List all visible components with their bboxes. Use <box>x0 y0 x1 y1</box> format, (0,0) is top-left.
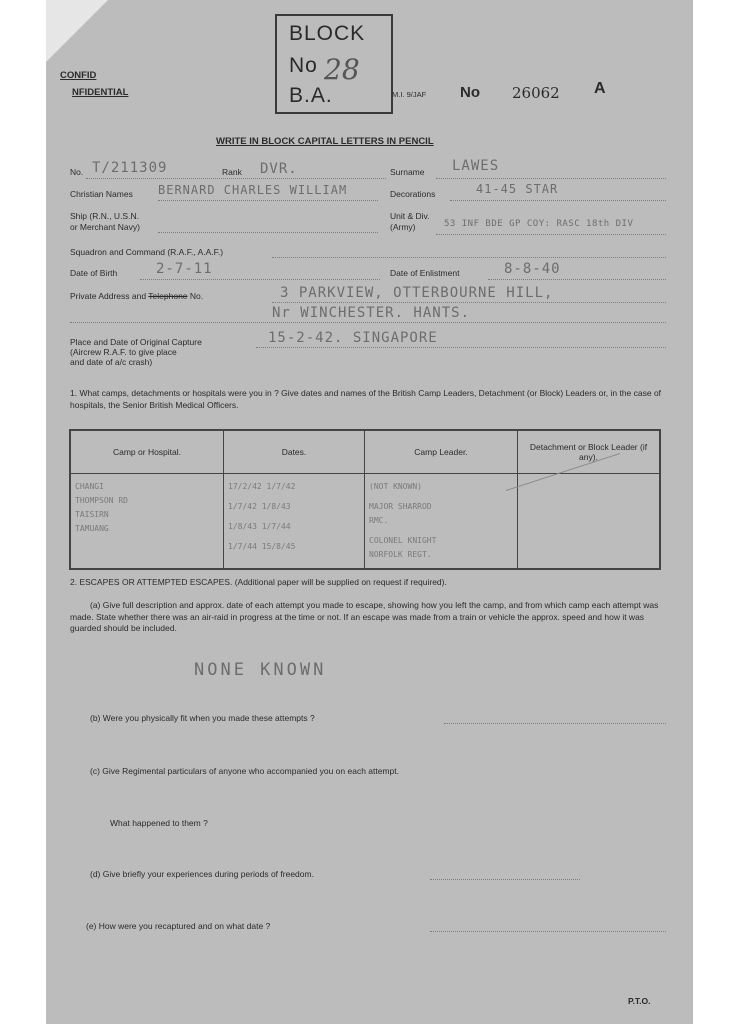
table-body-row <box>70 474 660 570</box>
date-entry: 1/7/42 1/8/43 <box>228 502 291 511</box>
cell-detachment-leaders <box>518 474 661 570</box>
decorations-label: Decorations <box>390 189 436 199</box>
page-turn-label: P.T.O. <box>628 996 651 1006</box>
address-label <box>70 291 203 301</box>
classification-label-1: CONFID <box>60 70 97 81</box>
address-value-1: 3 PARKVIEW, OTTERBOURNE HILL, <box>280 285 554 301</box>
camps-table <box>69 429 661 570</box>
date-entry: 1/7/44 15/8/45 <box>228 542 296 551</box>
question-2c-followup-text: What happened to them ? <box>110 818 208 828</box>
enlistment-line <box>488 279 666 280</box>
rank-label: Rank <box>222 167 242 177</box>
enlistment-value: 8-8-40 <box>504 261 561 277</box>
christian-names-value: BERNARD CHARLES WILLIAM <box>158 183 348 197</box>
header-camp-leader: Camp Leader. <box>365 430 518 474</box>
serial-suffix: A <box>594 80 606 97</box>
unit-line <box>436 234 666 235</box>
classification-label-2: NFIDENTIAL <box>72 87 129 98</box>
christian-names-label: Christian Names <box>70 189 133 199</box>
surname-value: LAWES <box>452 158 500 174</box>
decorations-line <box>450 200 666 201</box>
serial-number: 26062 <box>512 84 560 102</box>
torn-corner <box>46 0 108 62</box>
capture-label-1: Place and Date of Original Capture <box>70 337 202 347</box>
squadron-line <box>272 257 666 258</box>
address-line-1 <box>272 302 666 303</box>
capture-line <box>256 347 666 348</box>
block-stamp <box>275 14 393 114</box>
camp-entry: TAMUANG <box>75 524 109 533</box>
question-2d-text: (d) Give briefly your experiences during periods of freedom. <box>90 869 314 879</box>
address-label-telephone: Telephone <box>148 291 188 301</box>
camp-entry: CHANGI <box>75 482 104 491</box>
no-label: No. <box>70 167 84 177</box>
leader-entry: COLONEL KNIGHT <box>369 536 437 545</box>
header-dates: Dates. <box>224 430 365 474</box>
ship-line <box>158 232 378 233</box>
question-2a-text: (a) Give full description and approx. date of each attempt you made to escape, showing how you left the camp, and from which camp each attempt was made. State whether there was an air-raid in progress at the time or not. If an escape was made from a train or vehicle the approx. speed and how it was guarded should be included. <box>70 600 659 633</box>
stamp-number: 28 <box>324 53 360 86</box>
capture-value: 15-2-42. SINGAPORE <box>268 330 438 346</box>
answer-2d-line <box>430 879 580 880</box>
camp-entry: THOMPSON RD <box>75 496 128 505</box>
instruction-heading: WRITE IN BLOCK CAPITAL LETTERS IN PENCIL <box>216 136 434 147</box>
christian-line <box>158 200 378 201</box>
question-2-heading: 2. ESCAPES OR ATTEMPTED ESCAPES. (Additional paper will be supplied on request if required). <box>70 577 447 587</box>
question-1-text: 1. What camps, detachments or hospitals were you in ? Give dates and names of the British Camp Leaders, Detachment (or Block) Leaders or, in the case of hospitals, the Senior British Medical Officers. <box>70 388 662 410</box>
ship-label-2: or Merchant Navy) <box>70 222 140 232</box>
squadron-label: Squadron and Command (R.A.F., A.A.F.) <box>70 247 224 257</box>
answer-2b-line <box>444 723 666 724</box>
dob-value: 2-7-11 <box>156 261 213 277</box>
cell-camps <box>70 474 224 570</box>
question-2e-text: (e) How were you recaptured and on what date ? <box>86 921 271 931</box>
question-2c-text: (c) Give Regimental particulars of anyone who accompanied you on each attempt. <box>90 766 399 776</box>
unit-value: 53 INF BDE GP COY: RASC 18th DIV <box>444 219 634 229</box>
dob-line <box>140 279 380 280</box>
decorations-value: 41-45 STAR <box>476 182 559 196</box>
cell-dates <box>224 474 365 570</box>
header-camp-or-hospital: Camp or Hospital. <box>70 430 224 474</box>
surname-label: Surname <box>390 167 425 177</box>
unit-label-1: Unit & Div. <box>390 211 430 221</box>
unit-label-2: (Army) <box>390 222 416 232</box>
leader-entry: MAJOR SHARROD <box>369 502 432 511</box>
dob-label: Date of Birth <box>70 268 118 278</box>
capture-label-3: and date of a/c crash) <box>70 357 153 367</box>
address-line-2 <box>70 322 666 323</box>
ship-label-1: Ship (R.N., U.S.N. <box>70 211 139 221</box>
no-rank-line <box>86 178 386 179</box>
date-entry: 17/2/42 1/7/42 <box>228 482 296 491</box>
leader-entry: (NOT KNOWN) <box>369 482 422 491</box>
leader-entry: RMC. <box>369 516 389 525</box>
no-value: T/211309 <box>92 160 168 176</box>
leader-entry: NORFOLK REGT. <box>369 550 432 559</box>
stamp-line-2-label: No <box>289 54 318 77</box>
serial-label: No <box>460 84 480 101</box>
cell-camp-leaders <box>365 474 518 570</box>
stamp-line-1: BLOCK <box>289 22 366 45</box>
address-value-2: Nr WINCHESTER. HANTS. <box>272 305 471 321</box>
rank-value: DVR. <box>260 161 298 177</box>
header-detachment-leader: Detachment or Block Leader (if any). <box>518 430 661 474</box>
form-reference: M.I. 9/JAF <box>392 90 427 99</box>
capture-label-2: (Aircrew R.A.F. to give place <box>70 347 177 357</box>
address-label-c: No. <box>189 291 204 301</box>
surname-line <box>436 178 666 179</box>
date-entry: 1/8/43 1/7/44 <box>228 522 291 531</box>
question-2b-text: (b) Were you physically fit when you made these attempts ? <box>90 713 315 723</box>
address-label-a: Private Address and <box>70 291 147 301</box>
stamp-line-3: B.A. <box>289 84 333 107</box>
enlistment-label: Date of Enlistment <box>390 268 460 278</box>
table-header-row <box>70 430 660 474</box>
answer-2a: NONE KNOWN <box>194 660 327 680</box>
camp-entry: TAISIRN <box>75 510 109 519</box>
form-page <box>46 0 693 1024</box>
answer-2e-line <box>430 931 666 932</box>
